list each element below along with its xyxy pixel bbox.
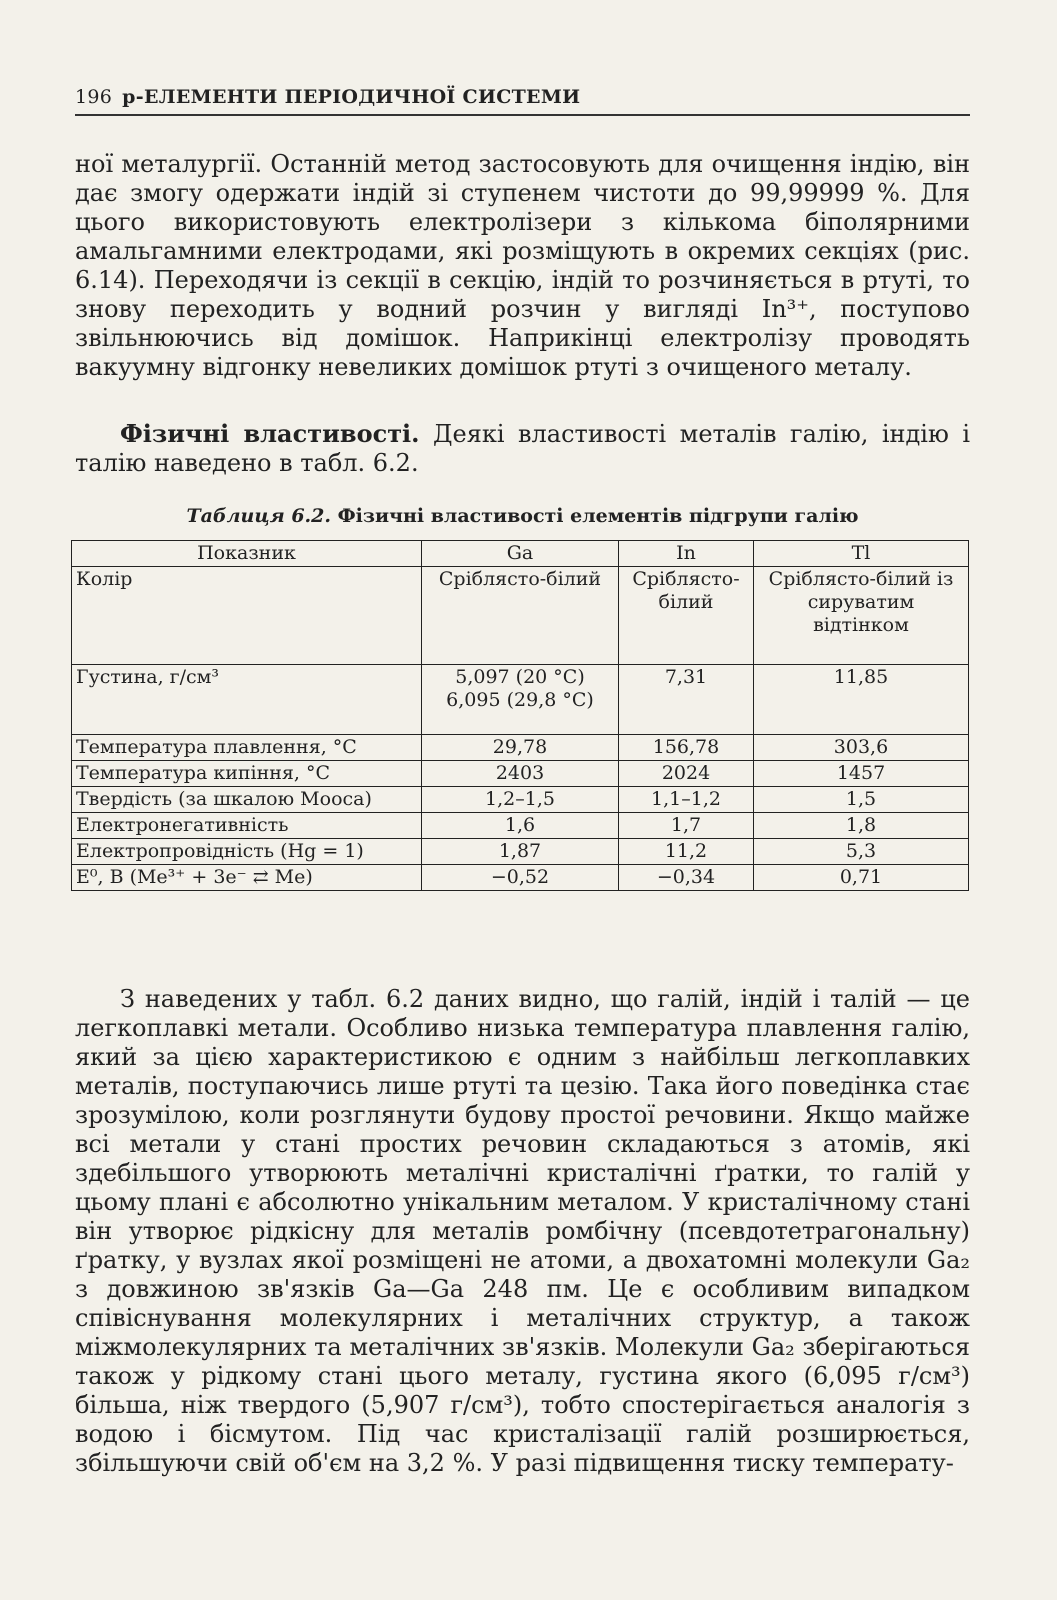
table-cell: 0,71 bbox=[754, 865, 969, 891]
table-cell: Колір bbox=[72, 567, 422, 665]
table-row bbox=[72, 735, 969, 761]
table-cell: 2403 bbox=[422, 761, 619, 787]
table-cell: 1,1–1,2 bbox=[619, 787, 754, 813]
table-row bbox=[72, 865, 969, 891]
paragraph-2-lead: Фізичні властивості. bbox=[120, 419, 420, 448]
table-cell: 11,2 bbox=[619, 839, 754, 865]
table-cell: 2024 bbox=[619, 761, 754, 787]
table-cell: 1,6 bbox=[422, 813, 619, 839]
running-title: p-ЕЛЕМЕНТИ ПЕРІОДИЧНОЇ СИСТЕМИ bbox=[122, 86, 581, 108]
table-cell: Сріблясто-білий bbox=[619, 567, 754, 665]
header-cell: Tl bbox=[754, 541, 969, 567]
table-cell: Електронегативність bbox=[72, 813, 422, 839]
table-row bbox=[72, 567, 969, 665]
table-row bbox=[72, 665, 969, 735]
table-row bbox=[72, 787, 969, 813]
header-cell: Показник bbox=[72, 541, 422, 567]
table-row bbox=[72, 813, 969, 839]
table-cell: E⁰, В (Me³⁺ + 3e⁻ ⇄ Me) bbox=[72, 865, 422, 891]
table-cell: 1,87 bbox=[422, 839, 619, 865]
table-row bbox=[72, 839, 969, 865]
paragraph-2 bbox=[75, 419, 970, 478]
table-cell: 7,31 bbox=[619, 665, 754, 735]
table-cell: 1457 bbox=[754, 761, 969, 787]
table-cell: Температура плавлення, °C bbox=[72, 735, 422, 761]
table-caption-label: Таблиця 6.2. bbox=[186, 505, 331, 527]
table-cell: Температура кипіння, °C bbox=[72, 761, 422, 787]
table-cell: Густина, г/см³ bbox=[72, 665, 422, 735]
table-caption-title: Фізичні властивості елементів підгрупи галію bbox=[331, 505, 859, 527]
table-caption bbox=[75, 505, 970, 527]
paragraph-3: З наведених у табл. 6.2 даних видно, що галій, індій і талій — це легкоплавкі метали. Особливо низька температура плавлення галію, який за цією характеристикою є одним з найбільш легкоплавких металів, поступаючись лише ртуті та цезію. Така його поведінка стає зрозумілою, коли розглянути будову простої речовини. Якщо майже всі метали у стані простих речовин складаються з атомів, які здебільшого утворюють металічні кристалічні ґратки, то галій у цьому плані є абсолютно унікальним металом. У кристалічному стані він утворює рідкісну для металів ромбічну (псевдотетрагональну) ґратку, у вузлах якої розміщені не атоми, а двохатомні молекули Ga₂ з довжиною зв'язків Ga—Ga 248 пм. Це є особливим випадком співіснування молекулярних і металічних структур, а також міжмолекулярних та металічних зв'язків. Молекули Ga₂ зберігаються також у рідкому стані цього металу, густина якого (6,095 г/см³) більша, ніж твердого (5,907 г/см³), тобто спостерігається аналогія з водою і бісмутом. Під час кристалізації галій розширюється, збільшуючи свій об'єм на 3,2 %. У разі підвищення тиску температу- bbox=[75, 985, 970, 1477]
table-cell: 1,8 bbox=[754, 813, 969, 839]
table-cell: 156,78 bbox=[619, 735, 754, 761]
table-cell: 303,6 bbox=[754, 735, 969, 761]
table-cell: Сріблясто-білий bbox=[422, 567, 619, 665]
header-cell: In bbox=[619, 541, 754, 567]
table-cell: 29,78 bbox=[422, 735, 619, 761]
table-cell: 1,2–1,5 bbox=[422, 787, 619, 813]
table-cell: Сріблясто-білий із сируватим відтінком bbox=[754, 567, 969, 665]
table-cell: 5,097 (20 °C) 6,095 (29,8 °C) bbox=[422, 665, 619, 735]
table-cell: 1,5 bbox=[754, 787, 969, 813]
page-header bbox=[75, 86, 970, 116]
table-cell: 1,7 bbox=[619, 813, 754, 839]
table-cell: 11,85 bbox=[754, 665, 969, 735]
table-header-row bbox=[72, 541, 969, 567]
header-cell: Ga bbox=[422, 541, 619, 567]
table-row bbox=[72, 761, 969, 787]
table-cell: Електропровідність (Hg = 1) bbox=[72, 839, 422, 865]
table-cell: −0,34 bbox=[619, 865, 754, 891]
paragraph-1: ної металургії. Останній метод застосовують для очищення індію, він дає змогу одержати індій зі ступенем чистоти до 99,99999 %. Для цього використовують електролізери з кількома біполярними амальгамними електродами, які розміщують в окремих секціях (рис. 6.14). Переходячи із секції в секцію, індій то розчиняється в ртуті, то знову переходить у водний розчин у вигляді In³⁺, поступово звільнюючись від домішок. Наприкінці електролізу проводять вакуумну відгонку невеликих домішок ртуті з очищеного металу. bbox=[75, 150, 970, 381]
page-number: 196 bbox=[75, 86, 113, 108]
table-cell: Твердість (за шкалою Мооса) bbox=[72, 787, 422, 813]
table-cell: −0,52 bbox=[422, 865, 619, 891]
table-cell: 5,3 bbox=[754, 839, 969, 865]
properties-table bbox=[71, 540, 969, 891]
paragraph-2-text: Деякі властивості металів галію, індію і талію наведено в табл. 6.2. bbox=[75, 420, 971, 477]
